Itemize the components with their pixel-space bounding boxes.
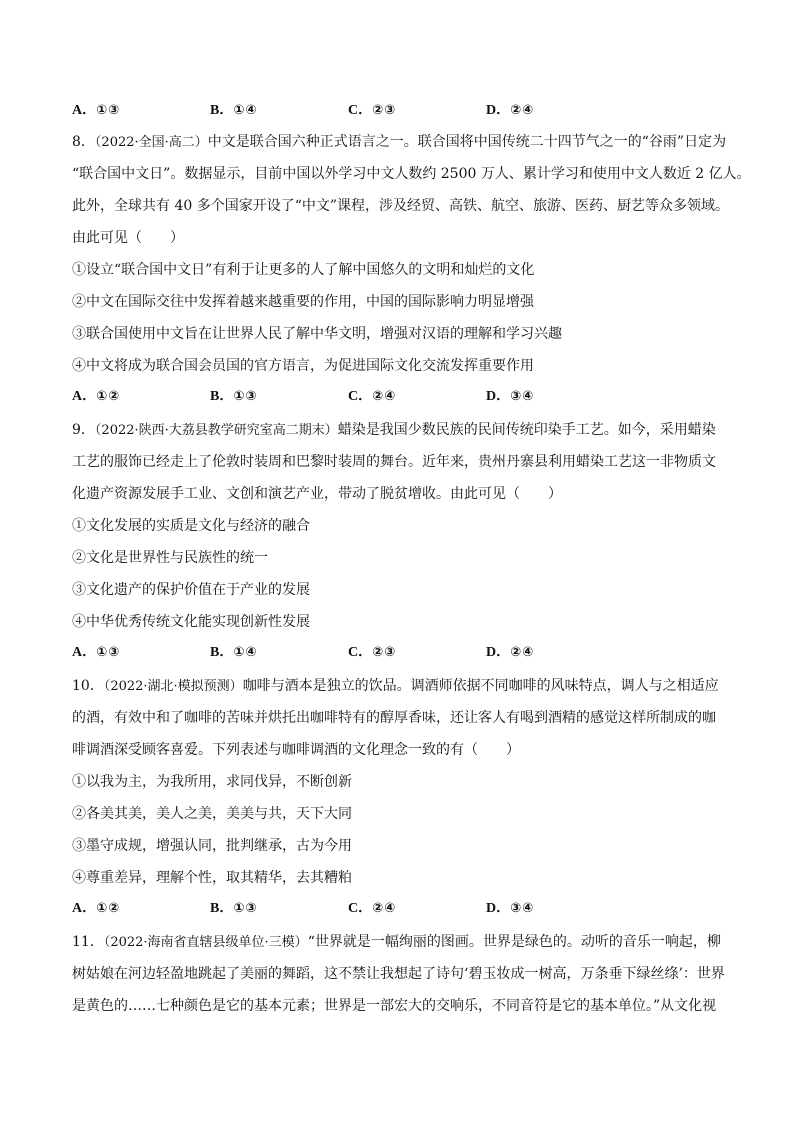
- q11-stem-line-2: 树姑娘在河边轻盈地跳起了美丽的舞蹈，这不禁让我想起了诗句‘碧玉妆成一树高，万条垂下绿丝绦’：世界: [72, 966, 725, 982]
- q10-statement-3: ③墨守成规，增强认同，批判继承，古为今用: [72, 838, 352, 854]
- q7-option-b[interactable]: B．①④: [210, 103, 258, 118]
- q8-statement-1: ①设立“联合国中文日”有利于让更多的人了解中国悠久的文明和灿烂的文化: [72, 262, 535, 278]
- q10-option-b[interactable]: B．①③: [210, 901, 258, 916]
- q9-statement-2: ②文化是世界性与民族性的统一: [72, 550, 268, 566]
- q10-statement-1: ①以我为主，为我所用，求同伐异，不断创新: [72, 774, 352, 790]
- q8-stem-line-3: 此外，全球共有 40 多个国家开设了“中文”课程，涉及经贸、高铁、航空、旅游、医药、厨艺等众多领域。: [72, 198, 730, 214]
- q10-stem-line-1: 10．（2022·湖北·模拟预测）咖啡与酒本是独立的饮品。调酒师依据不同咖啡的风味特点，调人与之相适应: [72, 678, 719, 694]
- q9-statement-4: ④中华优秀传统文化能实现创新性发展: [72, 614, 310, 630]
- q7-options: [72, 100, 732, 120]
- q11-stem-line-3: 是黄色的……七种颜色是它的基本元素；世界是一部宏大的交响乐，不同音符是它的基本单位。”从文化视: [72, 998, 717, 1014]
- q9-option-b[interactable]: B．①④: [210, 645, 258, 660]
- q8-statement-3: ③联合国使用中文旨在让世界人民了解中华文明，增强对汉语的理解和学习兴趣: [72, 326, 562, 342]
- q9-options: [72, 642, 732, 662]
- q9-stem-line-2: 工艺的服饰已经走上了伦敦时装周和巴黎时装周的舞台。近年来，贵州丹寨县利用蜡染工艺这一非物质文: [72, 454, 716, 470]
- q10-stem-line-2: 的酒，有效中和了咖啡的苦味并烘托出咖啡特有的醇厚香味，还让客人有喝到酒精的感觉这样所制成的咖: [72, 710, 716, 726]
- q10-options: [72, 898, 732, 918]
- q9-option-d[interactable]: D．②④: [486, 645, 535, 660]
- q7-option-a[interactable]: A．①③: [72, 103, 121, 118]
- q8-stem-line-1: 8．（2022·全国·高二）中文是联合国六种正式语言之一。联合国将中国传统二十四节气之一的“谷雨”日定为: [72, 134, 727, 150]
- q9-option-c[interactable]: C．②③: [348, 645, 397, 660]
- q8-option-b[interactable]: B．①③: [210, 389, 258, 404]
- q7-option-c[interactable]: C．②③: [348, 103, 397, 118]
- q8-statement-4: ④中文将成为联合国会员国的官方语言，为促进国际文化交流发挥重要作用: [72, 358, 534, 374]
- q11-stem-line-1: 11．（2022·海南省直辖县级单位·三模）“世界就是一幅绚丽的图画。世界是绿色的。动听的音乐一响起，柳: [72, 934, 721, 950]
- q9-option-a[interactable]: A．①③: [72, 645, 121, 660]
- q8-option-c[interactable]: C．②④: [348, 389, 397, 404]
- q9-stem-line-1: 9．（2022·陕西·大荔县教学研究室高二期末）蜡染是我国少数民族的民间传统印染手工艺。如今，采用蜡染: [72, 422, 716, 438]
- q8-stem-line-2: “联合国中文日”。数据显示，目前中国以外学习中文人数约 2500 万人、累计学习和使用中文人数近 2 亿人。: [72, 166, 751, 182]
- q8-option-a[interactable]: A．①②: [72, 389, 121, 404]
- q9-stem-line-3: 化遗产资源发展手工业、文创和演艺产业，带动了脱贫增收。由此可见（ ）: [72, 486, 562, 502]
- q7-option-d[interactable]: D．②④: [486, 103, 535, 118]
- q10-option-c[interactable]: C．②④: [348, 901, 397, 916]
- q8-option-d[interactable]: D．③④: [486, 389, 535, 404]
- q10-statement-2: ②各美其美，美人之美，美美与共，天下大同: [72, 806, 352, 822]
- q10-statement-4: ④尊重差异，理解个性，取其精华，去其糟粕: [72, 870, 352, 886]
- q8-stem-line-4: 由此可见（ ）: [72, 230, 184, 246]
- q10-stem-line-3: 啡调酒深受顾客喜爱。下列表述与咖啡调酒的文化理念一致的有（ ）: [72, 742, 520, 758]
- q10-option-a[interactable]: A．①②: [72, 901, 121, 916]
- q10-option-d[interactable]: D．③④: [486, 901, 535, 916]
- q9-statement-1: ①文化发展的实质是文化与经济的融合: [72, 518, 310, 534]
- q9-statement-3: ③文化遗产的保护价值在于产业的发展: [72, 582, 310, 598]
- q8-options: [72, 386, 732, 406]
- q8-statement-2: ②中文在国际交往中发挥着越来越重要的作用，中国的国际影响力明显增强: [72, 294, 534, 310]
